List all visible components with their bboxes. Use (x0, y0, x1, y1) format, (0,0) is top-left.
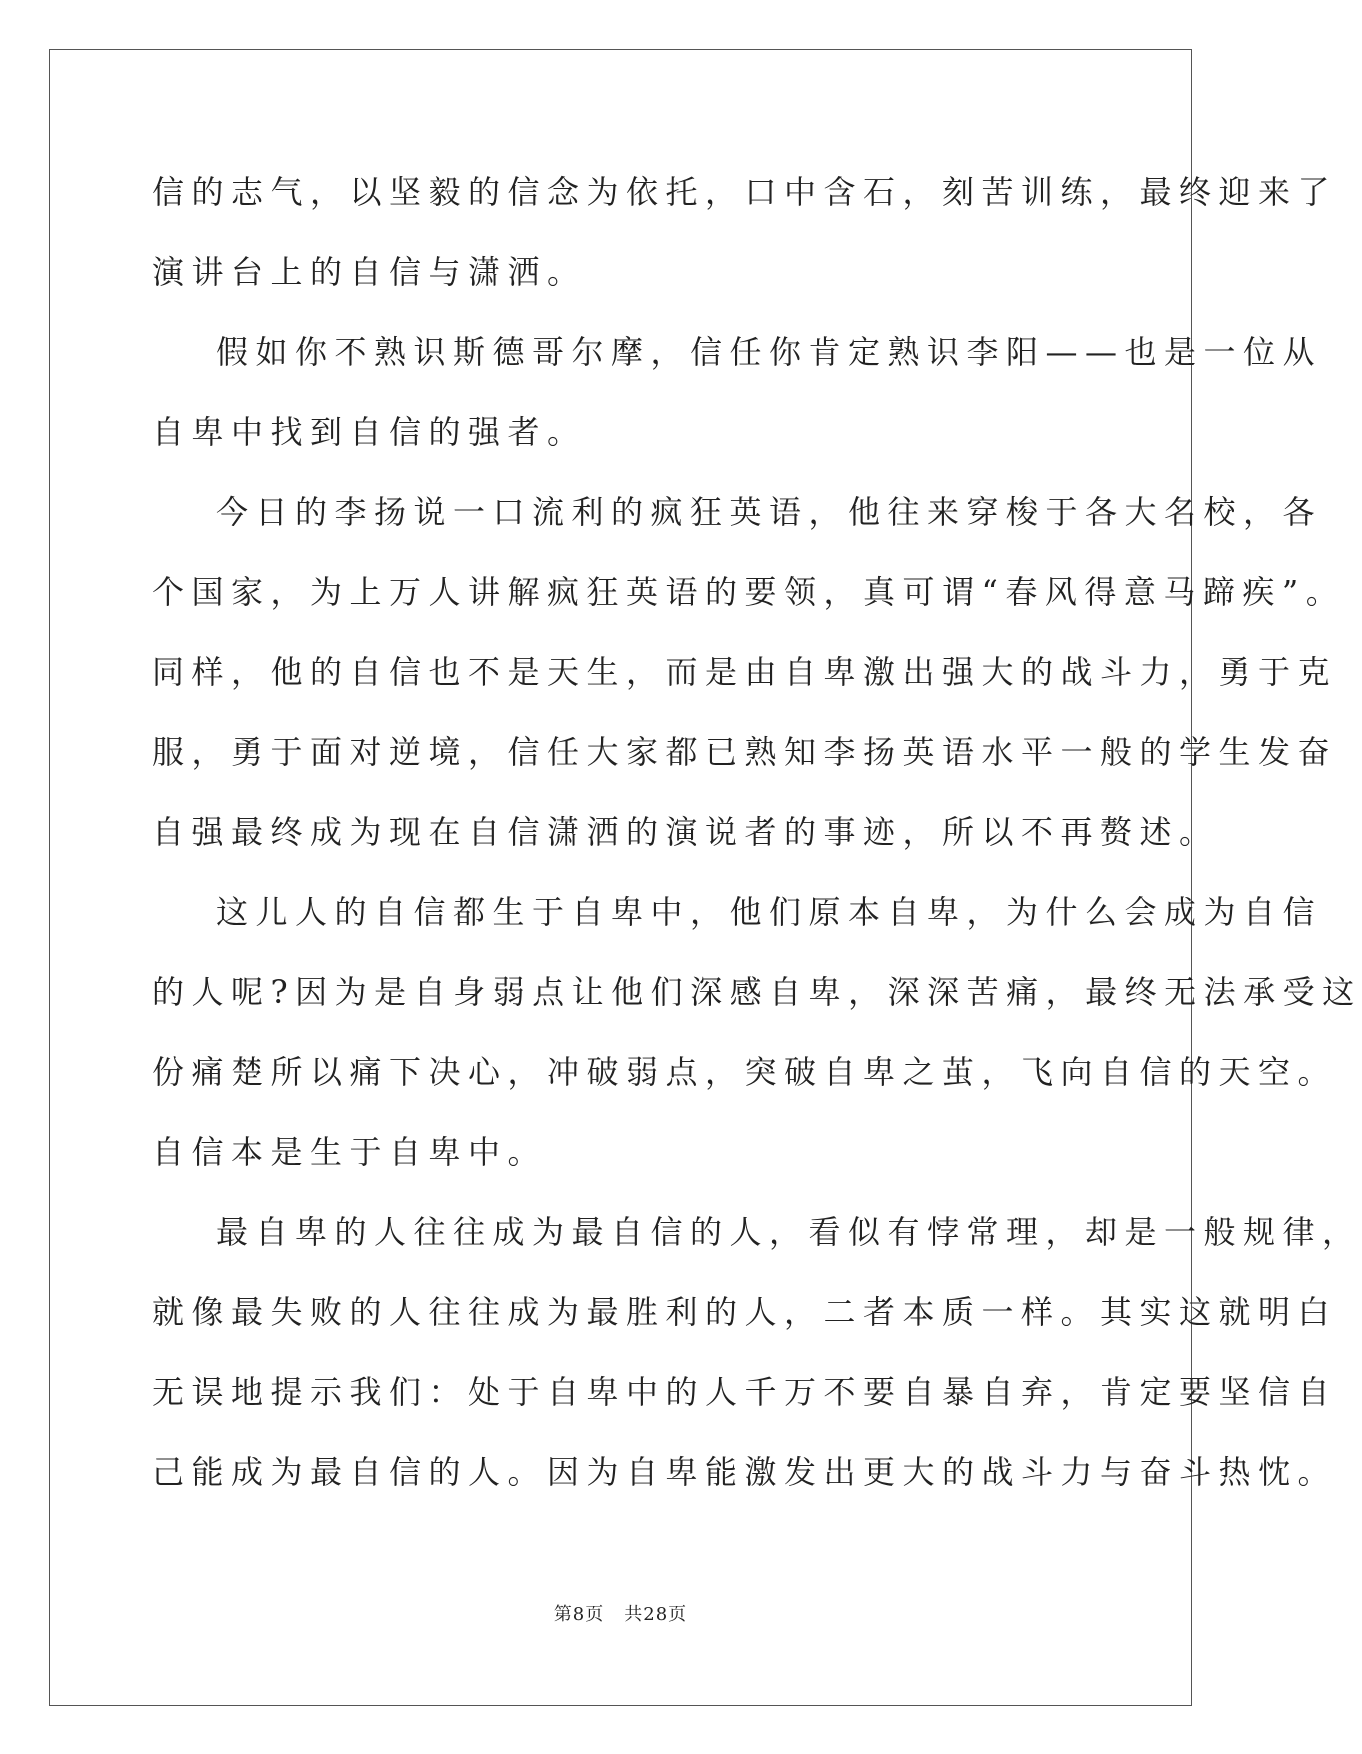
text-line: 假如你不熟识斯德哥尔摩，信任你肯定熟识李阳——也是一位从 (216, 333, 1323, 371)
text-line: 同样，他的自信也不是天生，而是由自卑激出强大的战斗力，勇于克 (152, 653, 1338, 691)
text-line: 的人呢?因为是自身弱点让他们深感自卑，深深苦痛，最终无法承受这 (152, 973, 1362, 1011)
text-line: 己能成为最自信的人。因为自卑能激发出更大的战斗力与奋斗热忱。 (152, 1453, 1338, 1491)
text-line: 自卑中找到自信的强者。 (152, 413, 587, 451)
page-total: 共28页 (624, 1604, 688, 1625)
document-body (152, 152, 1362, 1512)
text-line: 最自卑的人往往成为最自信的人，看似有悖常理，却是一般规律， (216, 1213, 1362, 1251)
text-line: 份痛楚所以痛下决心，冲破弱点，突破自卑之茧，飞向自信的天空。 (152, 1053, 1338, 1091)
text-line: 信的志气，以坚毅的信念为依托，口中含石，刻苦训练，最终迎来了 (152, 173, 1338, 211)
text-line: 个国家，为上万人讲解疯狂英语的要领，真可谓“春风得意马蹄疾”。 (152, 573, 1346, 611)
text-line: 无误地提示我们：处于自卑中的人千万不要自暴自弃，肯定要坚信自 (152, 1373, 1338, 1411)
page-footer (0, 1600, 1241, 1626)
text-line: 自信本是生于自卑中。 (152, 1133, 548, 1171)
page-number: 第8页 (553, 1604, 605, 1625)
text-line: 服，勇于面对逆境，信任大家都已熟知李扬英语水平一般的学生发奋 (152, 733, 1338, 771)
text-line: 这儿人的自信都生于自卑中，他们原本自卑，为什么会成为自信 (216, 893, 1323, 931)
text-line: 今日的李扬说一口流利的疯狂英语，他往来穿梭于各大名校，各 (216, 493, 1323, 531)
text-line: 就像最失败的人往往成为最胜利的人，二者本质一样。其实这就明白 (152, 1293, 1338, 1331)
text-line: 自强最终成为现在自信潇洒的演说者的事迹，所以不再赘述。 (152, 813, 1219, 851)
text-line: 演讲台上的自信与潇洒。 (152, 253, 587, 291)
